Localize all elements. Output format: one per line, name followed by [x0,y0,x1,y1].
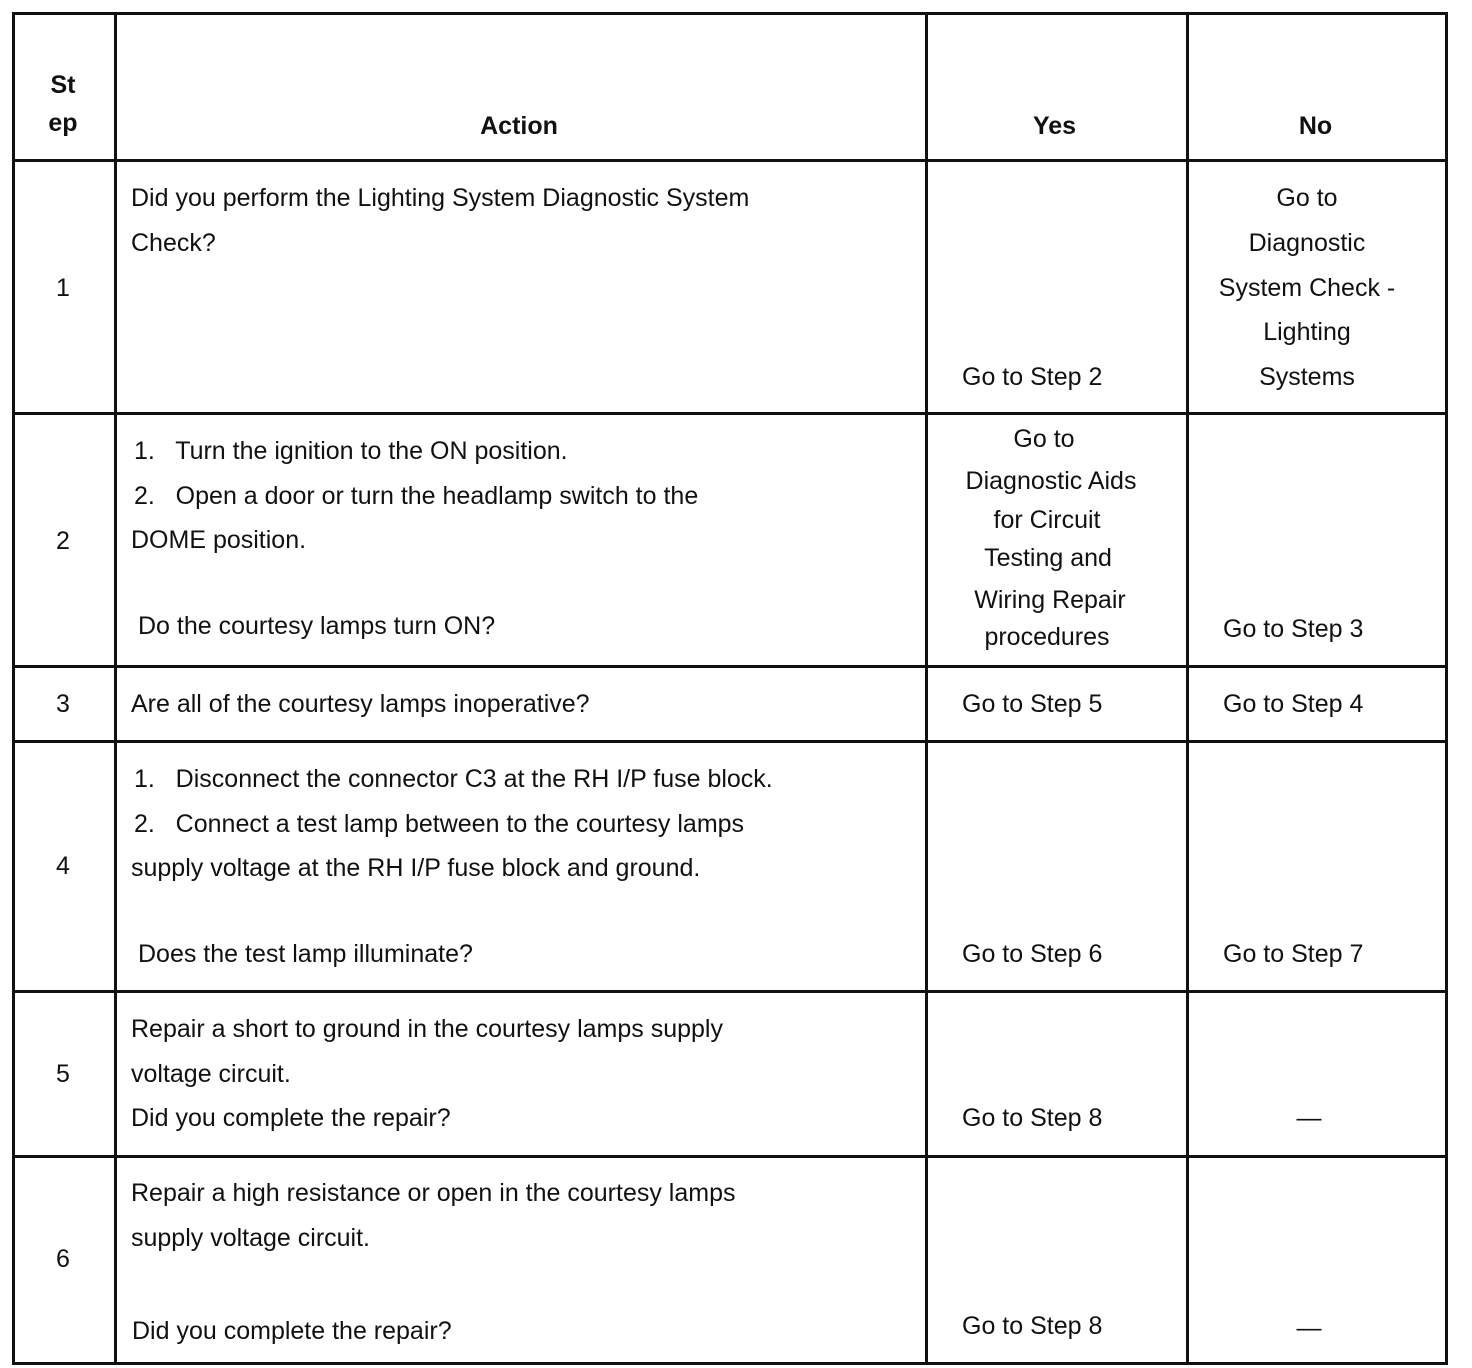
yes-link[interactable]: Wiring Repair [974,586,1126,614]
yes-link[interactable]: Go to Step 8 [962,1104,1103,1132]
no-link[interactable]: Go to Step 7 [1223,940,1364,968]
step-number: 6 [56,1245,70,1273]
no-link[interactable]: Diagnostic [1248,229,1366,257]
no-link[interactable]: Go to Step 4 [1223,690,1364,718]
header-step: St ep [48,71,78,137]
action-text: 1. Disconnect the connector C3 at the RH I/P fuse block. [134,765,773,793]
column-divider [114,15,117,1362]
action-text: Does the test lamp illuminate? [138,940,473,968]
action-text: Did you perform the Lighting System Diagnostic System [131,184,750,212]
action-text: Repair a high resistance or open in the courtesy lamps [131,1179,736,1207]
yes-link[interactable]: Go to Step 6 [962,940,1103,968]
column-divider [925,15,928,1362]
action-text: DOME position. [131,526,307,554]
action-text: Do the courtesy lamps turn ON? [138,612,496,640]
row-divider [15,412,1445,415]
step-number: 1 [56,274,70,302]
row-divider [15,990,1445,993]
yes-link[interactable]: Go to [1013,425,1075,453]
row-divider [15,665,1445,668]
yes-link[interactable]: for Circuit [993,506,1101,534]
row-divider [15,740,1445,743]
step-number: 3 [56,690,70,718]
yes-link[interactable]: Testing and [984,544,1112,572]
yes-link[interactable]: procedures [984,623,1110,651]
action-text: 2. Open a door or turn the headlamp switch to the [134,482,699,510]
no-link[interactable]: Go to Step 3 [1223,615,1364,643]
header-action: Action [480,112,558,140]
step-number: 2 [56,527,70,555]
action-text: Are all of the courtesy lamps inoperative? [131,690,590,718]
header-yes: Yes [1032,112,1077,140]
action-text: Did you complete the repair? [131,1104,451,1132]
yes-link[interactable]: Diagnostic Aids [965,467,1137,495]
yes-link[interactable]: Go to Step 8 [962,1312,1103,1340]
action-text: voltage circuit. [131,1060,291,1088]
step-number: 4 [56,852,70,880]
action-text: 2. Connect a test lamp between to the courtesy lamps [134,810,745,838]
no-dash: — [1296,1314,1322,1342]
action-text: Check? [131,229,216,257]
no-link[interactable]: Systems [1259,363,1355,391]
yes-link[interactable]: Go to Step 2 [962,363,1103,391]
no-link[interactable]: Lighting [1263,318,1351,346]
action-text: supply voltage at the RH I/P fuse block and ground. [131,854,701,882]
row-divider [15,159,1445,162]
step-number: 5 [56,1060,70,1088]
no-link[interactable]: Go to [1276,184,1338,212]
yes-link[interactable]: Go to Step 5 [962,690,1103,718]
header-no: No [1298,112,1333,140]
action-text: supply voltage circuit. [131,1224,371,1252]
no-link[interactable]: System Check - [1218,274,1396,302]
row-divider [15,1155,1445,1158]
action-text: Repair a short to ground in the courtesy lamps supply [131,1015,723,1043]
no-dash: — [1296,1104,1322,1132]
action-text: Did you complete the repair? [132,1317,452,1345]
action-text: 1. Turn the ignition to the ON position. [134,437,568,465]
